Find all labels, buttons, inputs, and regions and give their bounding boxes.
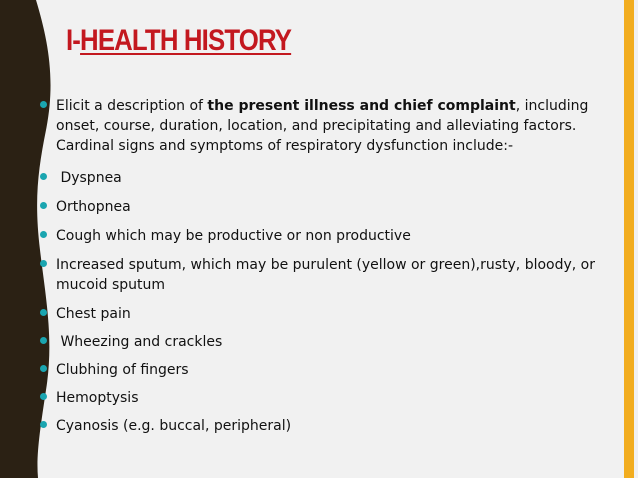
list-item-label: Wheezing and crackles bbox=[56, 334, 223, 350]
left-decorative-band bbox=[0, 0, 60, 478]
list-item-label: Dyspnea bbox=[56, 170, 122, 186]
bullet-icon bbox=[40, 365, 47, 372]
slide-title bbox=[66, 24, 291, 58]
list-item-label: Increased sputum, which may be purulent (yellow or green),rusty, bloody, or mucoid sputum bbox=[56, 257, 595, 293]
bullet-icon bbox=[40, 101, 47, 108]
bullet-icon bbox=[40, 202, 47, 209]
intro-before: Elicit a description of bbox=[56, 98, 208, 114]
list-item-label: Cyanosis (e.g. buccal, peripheral) bbox=[56, 418, 292, 434]
bullet-icon bbox=[40, 173, 47, 180]
bullet-icon bbox=[40, 231, 47, 238]
intro-bold: the present illness and chief complaint bbox=[207, 98, 516, 114]
list-item-label: Orthopnea bbox=[56, 199, 131, 215]
list-item-label: Cough which may be productive or non productive bbox=[56, 228, 411, 244]
bullet-icon bbox=[40, 393, 47, 400]
bullet-icon bbox=[40, 337, 47, 344]
list-item-label: Clubhing of fingers bbox=[56, 362, 189, 378]
intro-after: , including onset, course, duration, location, and precipitating and alleviating factors. Cardinal signs and symptoms of respiratory dysfunction include:- bbox=[56, 98, 589, 154]
bullet-icon bbox=[40, 260, 47, 267]
bullet-icon bbox=[40, 309, 47, 316]
title-prefix: I- bbox=[66, 24, 81, 57]
bullet-icon bbox=[40, 421, 47, 428]
intro-text bbox=[56, 96, 596, 156]
title-main: HEALTH HISTORY bbox=[80, 24, 292, 57]
list-item-label: Chest pain bbox=[56, 306, 131, 322]
right-accent-bar bbox=[624, 0, 634, 478]
list-item-label: Hemoptysis bbox=[56, 390, 139, 406]
